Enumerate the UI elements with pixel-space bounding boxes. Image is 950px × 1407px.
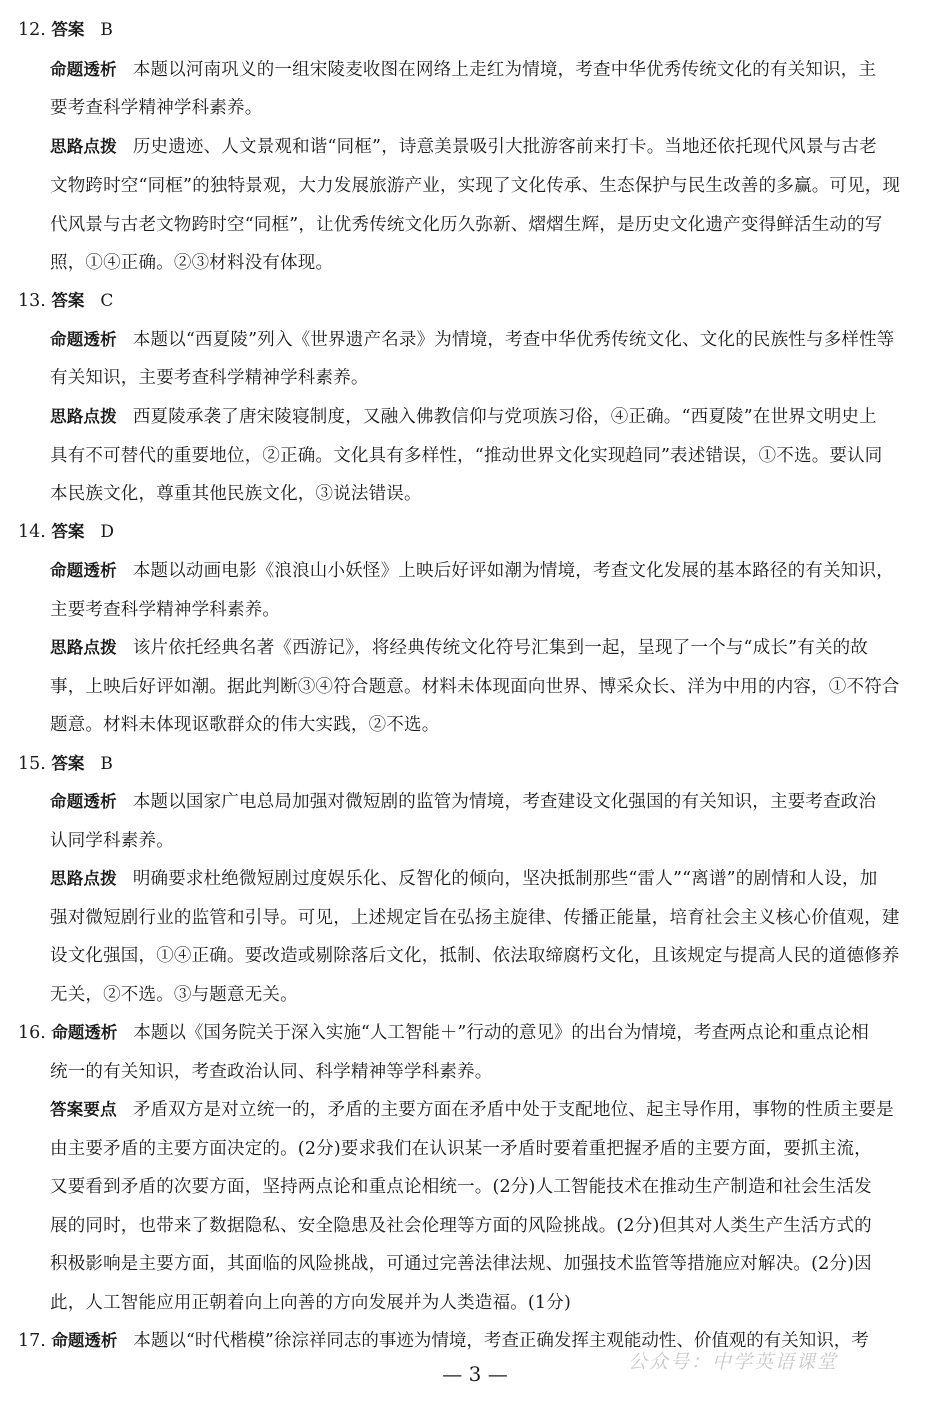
intent-label: 命题透析: [51, 1331, 118, 1350]
q13-tips-line: 具有不可替代的重要地位，②正确。文化具有多样性，“推动世界文化实现趋同”表述错误，①不选。要认同: [50, 446, 883, 466]
q14-intent-line: 主要考查科学精神学科素养。: [50, 600, 281, 620]
watermark: 公众号：中学英语课堂: [628, 1351, 839, 1373]
q16-key-line: 答案要点 矛盾双方是对立统一的，矛盾的主要方面在矛盾中处于支配地位、起主导作用，事物的性质主要是: [50, 1100, 894, 1120]
question-number: 14.: [18, 522, 46, 542]
q15-header: [18, 752, 113, 776]
q14-tips-line: 题意。材料未体现讴歌群众的伟大实践，②不选。: [50, 715, 440, 735]
answer-label: 答案: [51, 291, 85, 310]
q12-intent-line: 命题透析 本题以河南巩义的一组宋陵麦收图在网络上走红为情境，考查中华优秀传统文化的有关知识，主: [50, 60, 877, 80]
tips-label: 思路点拨: [50, 869, 117, 888]
q15-tips-line: 无关，②不选。③与题意无关。: [50, 985, 298, 1005]
tips-label: 思路点拨: [50, 638, 117, 657]
tips-label: 思路点拨: [50, 407, 117, 426]
q14-tips-line: 思路点拨 该片依托经典名著《西游记》，将经典传统文化符号汇集到一起，呈现了一个与“成长”有关的故: [50, 638, 869, 658]
intent-label: 命题透析: [50, 60, 117, 79]
q16-key-line: 又要看到矛盾的次要方面，坚持两点论和重点论相统一。(2分)人工智能技术在推动生产制造和社会生活发: [50, 1177, 872, 1197]
q14-header: [18, 520, 114, 544]
answer-value: D: [100, 522, 115, 542]
tips-label: 思路点拨: [50, 137, 117, 156]
question-number: 15.: [18, 754, 46, 774]
q15-intent-line: 认同学科素养。: [50, 831, 174, 851]
q16-header: 16. 命题透析 本题以《国务院关于深入实施“人工智能＋”行动的意见》的出台为情境，考查两点论和重点论相: [18, 1023, 869, 1043]
question-number: 12.: [18, 20, 46, 40]
q14-intent-line: 命题透析 本题以动画电影《浪浪山小妖怪》上映后好评如潮为情境，考查文化发展的基本路径的有关知识，: [50, 561, 894, 581]
answer-value: C: [100, 291, 114, 311]
question-number: 17.: [18, 1331, 46, 1351]
answer-label: 答案: [51, 20, 85, 39]
q13-intent-line: 命题透析 本题以“西夏陵”列入《世界遗产名录》为情境，考查中华优秀传统文化、文化的民族性与多样性等: [50, 330, 895, 350]
q13-header: [18, 289, 113, 313]
answer-value: B: [100, 20, 113, 40]
answer-label: 答案: [51, 522, 85, 541]
page-number: — 3 —: [442, 1362, 508, 1386]
q16-key-line: 展的同时，也带来了数据隐私、安全隐患及社会伦理等方面的风险挑战。(2分)但其对人类生产生活方式的: [50, 1216, 872, 1236]
q12-tips-line: 照，①④正确。②③材料没有体现。: [50, 253, 334, 273]
q13-intent-line: 有关知识，主要考查科学精神学科素养。: [50, 368, 369, 388]
q12-header: [18, 18, 113, 42]
intent-label: 命题透析: [50, 792, 117, 811]
intent-label: 命题透析: [51, 1023, 118, 1042]
q16-key-line: 此，人工智能应用正朝着向上向善的方向发展并为人类造福。(1分): [50, 1293, 571, 1313]
key-points-label: 答案要点: [50, 1100, 117, 1119]
q16-key-line: 积极影响是主要方面，其面临的风险挑战，可通过完善法律法规、加强技术监管等措施应对解决。(2分)因: [50, 1254, 872, 1274]
q13-tips-line: 本民族文化，尊重其他民族文化，③说法错误。: [50, 484, 422, 504]
q15-intent-line: 命题透析 本题以国家广电总局加强对微短剧的监管为情境，考查建设文化强国的有关知识，主要考查政治: [50, 792, 877, 812]
answer-label: 答案: [51, 754, 85, 773]
q17-header: 17. 命题透析 本题以“时代楷模”徐淙祥同志的事迹为情境，考查正确发挥主观能动性、价值观的有关知识，考: [18, 1331, 869, 1351]
q14-tips-line: 事，上映后好评如潮。据此判断③④符合题意。材料未体现面向世界、博采众长、洋为中用的内容，①不符合: [50, 677, 900, 697]
q15-tips-line: 思路点拨 明确要求杜绝微短剧过度娱乐化、反智化的倾向，坚决抵制那些“雷人”“离谱”的剧情和人设，加: [50, 869, 878, 889]
q15-tips-line: 强对微短剧行业的监管和引导。可见，上述规定旨在弘扬主旋律、传播正能量，培育社会主义核心价值观，建: [50, 908, 900, 928]
q16-intent-line: 统一的有关知识，考查政治认同、科学精神等学科素养。: [50, 1062, 493, 1082]
intent-label: 命题透析: [50, 561, 117, 580]
q12-tips-line: 文物跨时空“同框”的独特景观，大力发展旅游产业，实现了文化传承、生态保护与民生改善的多赢。可见，现: [50, 176, 901, 196]
q15-tips-line: 设文化强国，①④正确。要改造或剔除落后文化，抵制、依法取缔腐朽文化，且该规定与提高人民的道德修养: [50, 946, 900, 966]
q12-tips-line: 代风景与古老文物跨时空“同框”，让优秀传统文化历久弥新、熠熠生辉，是历史文化遗产变得鲜活生动的写: [50, 215, 883, 235]
q12-intent-line: 要考查科学精神学科素养。: [50, 98, 263, 118]
q16-key-line: 由主要矛盾的主要方面决定的。(2分)要求我们在认识某一矛盾时要着重把握矛盾的主要方面，要抓主流，: [50, 1139, 872, 1159]
question-number: 16.: [18, 1023, 46, 1043]
question-number: 13.: [18, 291, 46, 311]
q12-tips-line: 思路点拨 历史遗迹、人文景观和谐“同框”，诗意美景吸引大批游客前来打卡。当地还依托现代风景与古老: [50, 137, 877, 157]
intent-label: 命题透析: [50, 330, 117, 349]
answer-value: B: [100, 754, 113, 774]
q13-tips-line: 思路点拨 西夏陵承袭了唐宋陵寝制度，又融入佛教信仰与党项族习俗，④正确。“西夏陵”在世界文明史上: [50, 407, 877, 427]
